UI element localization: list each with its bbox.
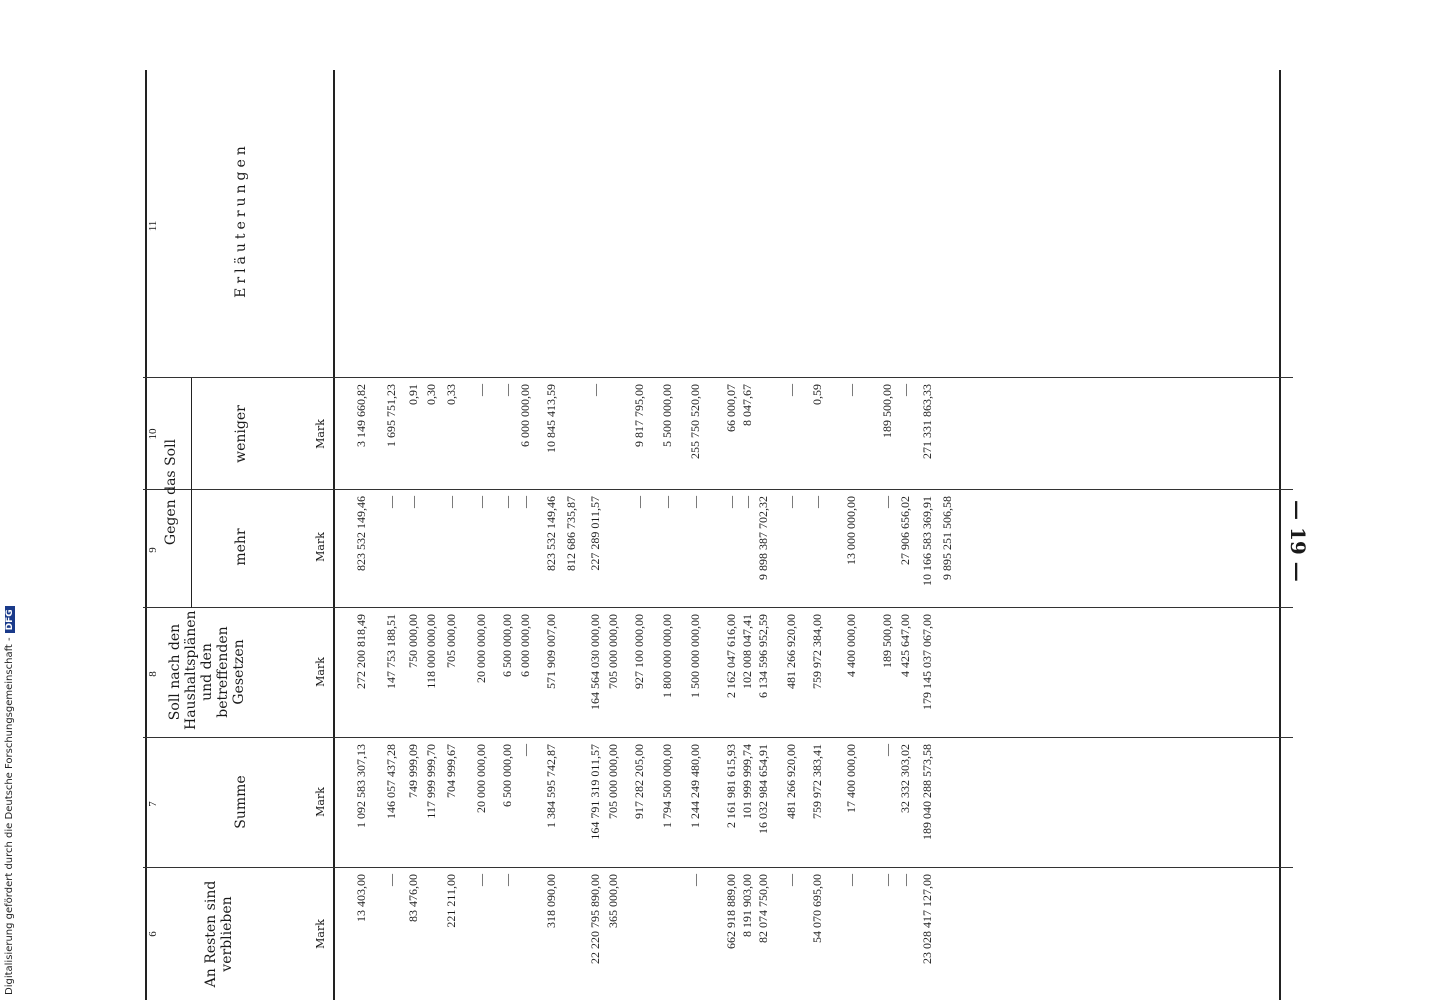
table-cell-c9: 13 000 000,00: [844, 496, 858, 565]
table-cell-c7: 164 791 319 011,57: [588, 744, 602, 840]
table-cell-c8: 481 266 920,00: [784, 614, 798, 689]
table-cell-c6: —: [500, 874, 514, 886]
table-cell-c6: 365 000,00: [606, 874, 620, 928]
table-cell-c9: 823 532 149,46: [354, 496, 368, 571]
table-cell-c7: 6 500 000,00: [500, 744, 514, 807]
table-cell-c6: 23 028 417 127,00: [920, 874, 934, 964]
col-divider-6-7: [143, 867, 1293, 868]
table-cell-c9: —: [880, 496, 894, 508]
table-cell-c8: 1 800 000 000,00: [660, 614, 674, 698]
table-cell-c9: 9 898 387 702,32: [756, 496, 770, 580]
column-number-11: 11: [147, 220, 159, 232]
column-number-8: 8: [147, 671, 159, 677]
table-cell-c7: 2 161 981 615,93: [724, 744, 738, 828]
table-cell-c8: 705 000,00: [444, 614, 458, 668]
header-col10: weniger: [233, 405, 249, 463]
table-cell-c7: 189 040 288 573,58: [920, 744, 934, 840]
table-cell-c9: 823 532 149,46: [544, 496, 558, 571]
col-divider-8-9: [143, 607, 1293, 608]
table-cell-c6: 662 918 889,00: [724, 874, 738, 949]
table-cell-c7: 117 999 999,70: [424, 744, 438, 819]
table-cell-c7: 704 999,67: [444, 744, 458, 798]
header-col11: Erläuterungen: [233, 142, 249, 298]
table-cell-c9: —: [632, 496, 646, 508]
table-cell-c8: 571 909 007,00: [544, 614, 558, 689]
table-cell-c7: 1 384 595 742,87: [544, 744, 558, 828]
table-cell-c7: 705 000 000,00: [606, 744, 620, 819]
table-bottom-rule: [1279, 70, 1281, 1000]
table-cell-c8: 102 008 047,41: [740, 614, 754, 689]
table-cell-c8: 6 500 000,00: [500, 614, 514, 677]
table-cell-c8: 4 400 000,00: [844, 614, 858, 677]
table-cell-c9: 812 686 735,87: [564, 496, 578, 571]
unit-mark-col9: Mark: [314, 532, 327, 562]
table-cell-c6: —: [898, 874, 912, 886]
table-cell-c9: —: [688, 496, 702, 508]
table-cell-c7: 1 244 249 480,00: [688, 744, 702, 828]
table-cell-c9: —: [406, 496, 420, 508]
table-cell-c8: 759 972 384,00: [810, 614, 824, 689]
footer-credit-text: Digitalisierung gefördert durch die Deutsche Forschungsgemeinschaft -: [4, 637, 15, 995]
unit-mark-col10: Mark: [314, 419, 327, 449]
table-cell-c8: 750 000,00: [406, 614, 420, 668]
table-cell-c7: 917 282 205,00: [632, 744, 646, 819]
table-cell-c6: —: [384, 874, 398, 886]
table-cell-c7: 759 972 383,41: [810, 744, 824, 819]
column-number-7: 7: [147, 801, 159, 807]
table-cell-c6: —: [844, 874, 858, 886]
column-number-10: 10: [147, 428, 159, 440]
table-cell-c10: —: [844, 384, 858, 396]
header-gegen-das-soll: Gegen das Soll: [163, 438, 179, 546]
table-cell-c10: 3 149 660,82: [354, 384, 368, 447]
table-cell-c8: 189 500,00: [880, 614, 894, 668]
table-cell-c9: 10 166 583 369,91: [920, 496, 934, 586]
table-cell-c7: 749 999,09: [406, 744, 420, 798]
table-cell-c10: 255 750 520,00: [688, 384, 702, 459]
table-cell-c6: 82 074 750,00: [756, 874, 770, 943]
table-cell-c9: 227 289 011,57: [588, 496, 602, 571]
table-cell-c9: —: [444, 496, 458, 508]
table-cell-c7: —: [518, 744, 532, 756]
table-cell-c6: —: [474, 874, 488, 886]
table-cell-c6: 54 070 695,00: [810, 874, 824, 943]
table-cell-c10: —: [898, 384, 912, 396]
table-cell-c10: —: [588, 384, 602, 396]
table-cell-c10: —: [784, 384, 798, 396]
table-cell-c9: —: [518, 496, 532, 508]
table-cell-c9: —: [724, 496, 738, 508]
column-number-6: 6: [147, 931, 159, 937]
header-col6: An Resten sind verblieben: [203, 880, 235, 988]
table-cell-c7: —: [880, 744, 894, 756]
table-cell-c10: 8 047,67: [740, 384, 754, 426]
table-cell-c8: 4 425 647,00: [898, 614, 912, 677]
table-cell-c10: —: [500, 384, 514, 396]
table-cell-c6: 13 403,00: [354, 874, 368, 922]
table-cell-c10: 0,59: [810, 384, 824, 405]
table-cell-c9: —: [740, 496, 754, 508]
table-cell-c9: 27 906 656,02: [898, 496, 912, 565]
table-cell-c9: —: [500, 496, 514, 508]
header-col9: mehr: [233, 528, 249, 566]
table-cell-c8: 6 000 000,00: [518, 614, 532, 677]
table-cell-c10: 1 695 751,23: [384, 384, 398, 447]
table-cell-c8: 147 753 188,51: [384, 614, 398, 689]
table-cell-c7: 481 266 920,00: [784, 744, 798, 819]
table-cell-c10: 0,91: [406, 384, 420, 405]
table-cell-c8: 927 100 000,00: [632, 614, 646, 689]
table-cell-c6: —: [784, 874, 798, 886]
table-cell-c6: 83 476,00: [406, 874, 420, 922]
footer-credit: [4, 606, 15, 995]
table-cell-c9: —: [810, 496, 824, 508]
table-cell-c9: —: [660, 496, 674, 508]
table-cell-c6: 318 090,00: [544, 874, 558, 928]
dfg-logo: DFG: [5, 606, 15, 633]
table-cell-c8: 20 000 000,00: [474, 614, 488, 683]
unit-mark-col8: Mark: [314, 657, 327, 687]
table-cell-c7: 1 092 583 307,13: [354, 744, 368, 828]
table-cell-c8: 118 000 000,00: [424, 614, 438, 689]
unit-mark-col7: Mark: [314, 787, 327, 817]
table-cell-c7: 32 332 303,02: [898, 744, 912, 813]
group-header-rule: [191, 378, 192, 608]
table-cell-c7: 146 057 437,28: [384, 744, 398, 819]
table-cell-c8: 6 134 596 952,59: [756, 614, 770, 698]
table-cell-c10: 66 000,07: [724, 384, 738, 432]
col-divider-7-8: [143, 737, 1293, 738]
table-cell-c9: —: [784, 496, 798, 508]
header-bottom-rule: [333, 70, 335, 1000]
page-number: — 19 —: [1286, 500, 1310, 582]
table-cell-c8: 1 500 000 000,00: [688, 614, 702, 698]
table-cell-c7: 1 794 500 000,00: [660, 744, 674, 828]
table-cell-c10: 189 500,00: [880, 384, 894, 438]
table-cell-c7: 101 999 999,74: [740, 744, 754, 819]
table-cell-c9: —: [474, 496, 488, 508]
table-cell-c10: 271 331 863,33: [920, 384, 934, 459]
table-cell-c6: 221 211,00: [444, 874, 458, 928]
column-number-9: 9: [147, 547, 159, 553]
col-divider-9-10: [143, 489, 1293, 490]
table-cell-c10: 10 845 413,59: [544, 384, 558, 453]
table-cell-c10: 0,33: [444, 384, 458, 405]
table-cell-c6: —: [880, 874, 894, 886]
table-cell-c6: 22 220 795 890,00: [588, 874, 602, 964]
table-cell-c8: 2 162 047 616,00: [724, 614, 738, 698]
table-cell-c9: 9 895 251 506,58: [940, 496, 954, 580]
table-cell-c7: 17 400 000,00: [844, 744, 858, 813]
table-cell-c8: 705 000 000,00: [606, 614, 620, 689]
table-cell-c8: 179 145 037 067,00: [920, 614, 934, 710]
table-cell-c9: —: [384, 496, 398, 508]
table-cell-c6: 8 191 903,00: [740, 874, 754, 937]
col-divider-10-11: [143, 377, 1293, 378]
header-col7: Summe: [233, 775, 249, 829]
table-cell-c7: 20 000 000,00: [474, 744, 488, 813]
table-cell-c10: 0,30: [424, 384, 438, 405]
table-cell-c7: 16 032 984 654,91: [756, 744, 770, 834]
table-cell-c8: 164 564 030 000,00: [588, 614, 602, 710]
unit-mark-col6: Mark: [314, 919, 327, 949]
table-cell-c6: —: [688, 874, 702, 886]
table-cell-c8: 272 200 818,49: [354, 614, 368, 689]
table-cell-c10: —: [474, 384, 488, 396]
header-col8: Soll nach den Haushaltsplänen und den betreffenden Gesetzen: [167, 610, 247, 730]
table-cell-c10: 6 000 000,00: [518, 384, 532, 447]
financial-table: [143, 70, 1303, 1000]
table-cell-c10: 9 817 795,00: [632, 384, 646, 447]
table-cell-c10: 5 500 000,00: [660, 384, 674, 447]
